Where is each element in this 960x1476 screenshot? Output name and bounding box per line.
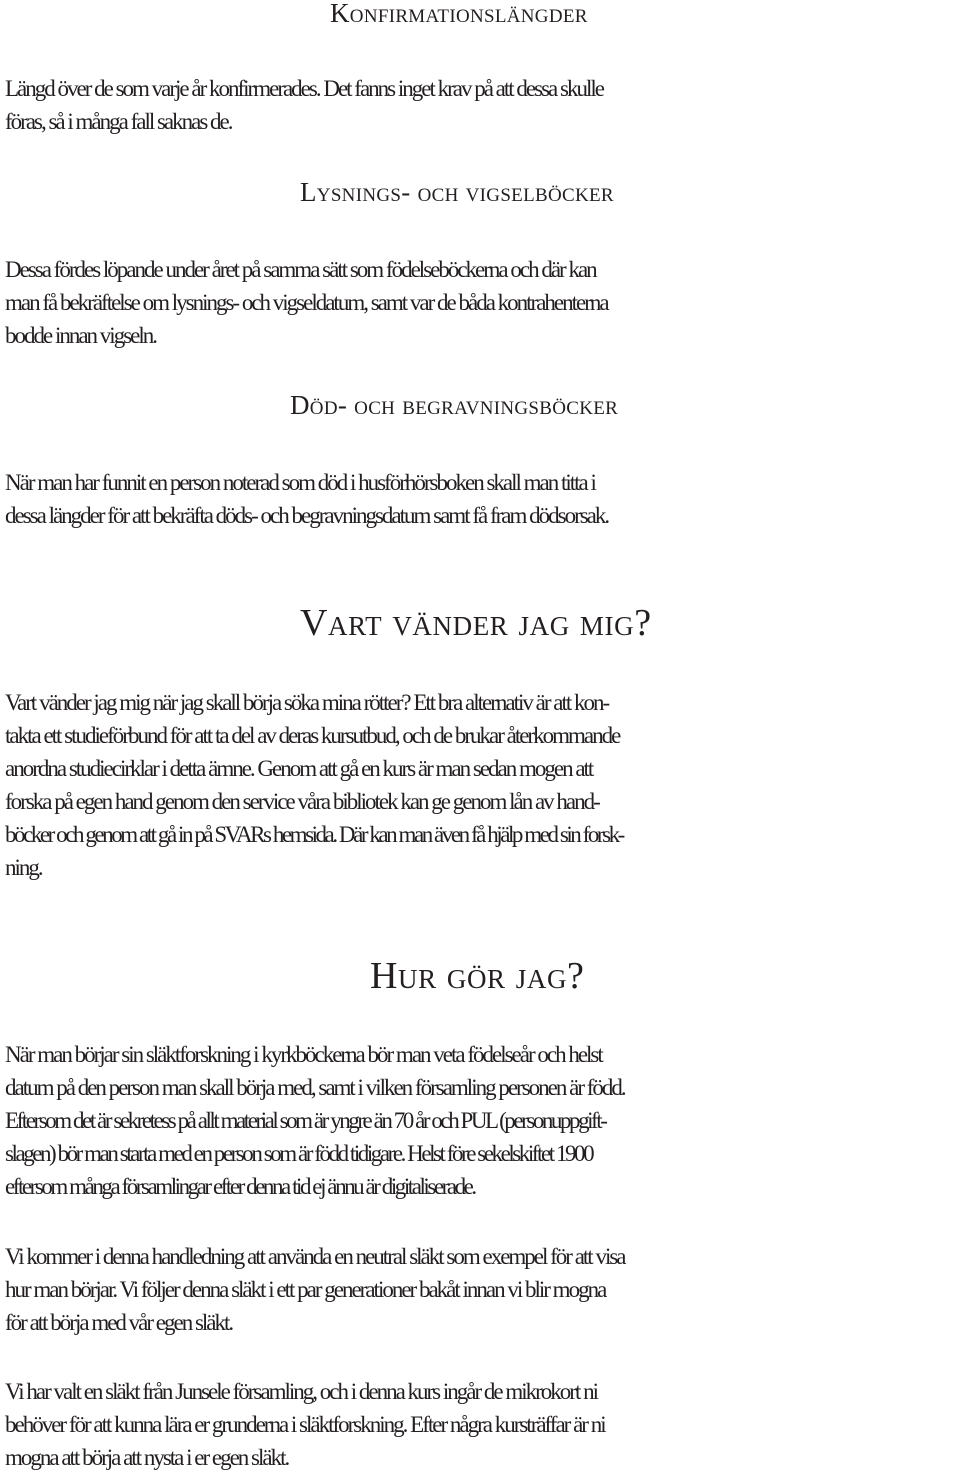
- text-line: Dessa fördes löpande under året på samma sätt som födelseböckerna och där kan: [5, 257, 596, 282]
- text-line: böcker och genom att gå in på SVARs hemsida. Där kan man även få hjälp med sin forsk-: [5, 822, 623, 847]
- paragraph-vart: [5, 686, 960, 884]
- text-line: dessa längder för att bekräfta döds- och begravningsdatum samt få fram dödsorsak.: [5, 503, 609, 528]
- text-line: man få bekräftelse om lysnings- och vigseldatum, samt var de båda kontrahenterna: [5, 290, 608, 315]
- text-line: När man har funnit en person noterad som död i husförhörsboken skall man titta i: [5, 470, 595, 495]
- text-line: ning.: [5, 855, 42, 880]
- text-line: behöver för att kunna lära er grunderna i släktforskning. Efter några kursträffar är ni: [5, 1412, 605, 1437]
- heading-konfirmation: Konfirmationslängder: [330, 0, 588, 28]
- text-line: När man börjar sin släktforskning i kyrkböckerna bör man veta födelseår och helst: [5, 1042, 602, 1067]
- text-line: för att börja med vår egen släkt.: [5, 1310, 233, 1335]
- paragraph-hur-1: [5, 1038, 960, 1203]
- text-line: mogna att börja att nysta i er egen släkt.: [5, 1445, 289, 1470]
- text-line: forska på egen hand genom den service våra bibliotek kan ge genom lån av hand-: [5, 789, 599, 814]
- heading-dod: Död- och begravningsböcker: [290, 390, 619, 420]
- text-line: Vi kommer i denna handledning att använda en neutral släkt som exempel för att visa: [5, 1244, 625, 1269]
- paragraph-dod: [5, 466, 960, 532]
- text-line: anordna studiecirklar i detta ämne. Genom att gå en kurs är man sedan mogen att: [5, 756, 593, 781]
- text-line: Vi har valt en släkt från Junsele församling, och i denna kurs ingår de mikrokort ni: [5, 1379, 597, 1404]
- paragraph-hur-3: [5, 1375, 960, 1474]
- text-line: slagen) bör man starta med en person som är född tidigare. Helst före sekelskiftet 1900: [5, 1141, 593, 1166]
- paragraph-hur-2: [5, 1240, 960, 1339]
- text-line: bodde innan vigseln.: [5, 323, 156, 348]
- text-line: hur man börjar. Vi följer denna släkt i ett par generationer bakåt innan vi blir mogna: [5, 1277, 606, 1302]
- text-line: datum på den person man skall börja med, samt i vilken församling personen är född.: [5, 1075, 625, 1100]
- text-line: Vart vänder jag mig när jag skall börja söka mina rötter? Ett bra alternativ är att kon-: [5, 690, 609, 715]
- text-line: Längd över de som varje år konfirmerades. Det fanns inget krav på att dessa skulle: [5, 76, 603, 101]
- paragraph-lysning: [5, 253, 960, 352]
- text-line: eftersom många församlingar efter denna tid ej ännu är digitaliserade.: [5, 1174, 475, 1199]
- heading-hur: Hur gör jag?: [370, 955, 585, 997]
- paragraph-konfirmation: [5, 72, 960, 138]
- heading-lysning: Lysnings- och vigselböcker: [300, 177, 614, 207]
- text-line: föras, så i många fall saknas de.: [5, 109, 232, 134]
- text-line: takta ett studieförbund för att ta del av deras kursutbud, och de brukar återkommande: [5, 723, 620, 748]
- text-line: Eftersom det är sekretess på allt material som är yngre än 70 år och PUL (personuppgift-: [5, 1108, 606, 1133]
- heading-vart: Vart vänder jag mig?: [300, 602, 652, 644]
